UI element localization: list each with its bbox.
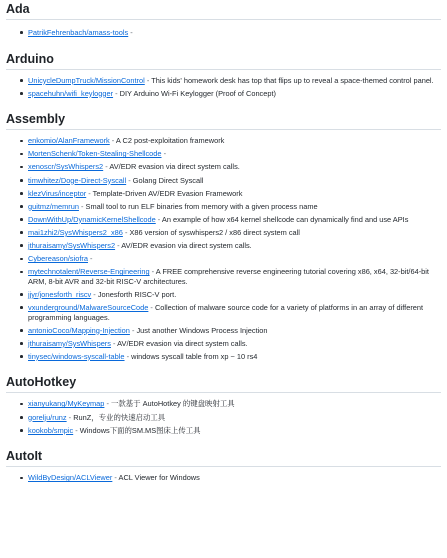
repo-description: ACL Viewer for Windows	[118, 473, 200, 483]
list-item	[28, 189, 441, 199]
repo-description: Windows下面的SM.MS图床上传工具	[79, 425, 201, 435]
repo-description: DIY Arduino Wi-Fi Keylogger (Proof of Concept)	[119, 88, 276, 98]
section-heading: Assembly	[6, 106, 441, 130]
separator: -	[129, 325, 137, 335]
repo-list	[6, 28, 441, 38]
section-autoit	[6, 443, 441, 483]
repo-link[interactable]: MortenSchenk/Token-Stealing-Shellcode	[28, 149, 162, 159]
list-item	[28, 149, 441, 159]
repo-link[interactable]: timwhitez/Doge-Direct-Syscall	[28, 175, 127, 185]
repo-link[interactable]: vxunderground/MalwareSourceCode	[28, 303, 149, 312]
separator: -	[113, 88, 120, 98]
separator: -	[103, 162, 110, 172]
section-heading: AutoHotkey	[6, 369, 441, 393]
repo-description: AV/EDR evasion via direct system calls.	[121, 241, 252, 251]
repo-description: X86 version of syswhispers2 / x86 direct system call	[129, 227, 300, 237]
repo-description: Template-Driven AV/EDR Evasion Framework	[92, 188, 243, 198]
list-item	[28, 215, 441, 225]
list-item	[28, 267, 441, 286]
separator: -	[86, 188, 93, 198]
repo-description: Collection of malware source code for a variety of platforms in an array of different programming languages.	[28, 303, 424, 322]
repo-list	[6, 76, 441, 99]
repo-description: AV/EDR evasion via direct system calls.	[117, 338, 248, 348]
list-item	[28, 176, 441, 186]
repo-link[interactable]: guitmz/memrun	[28, 201, 79, 211]
separator: -	[91, 289, 98, 299]
repo-link[interactable]: DownWithUp/DynamicKernelShellcode	[28, 214, 156, 224]
separator: -	[144, 75, 152, 85]
repo-link[interactable]: PatrikFehrenbach/amass-tools	[28, 28, 129, 37]
section-heading: Ada	[6, 0, 441, 20]
separator: -	[122, 227, 130, 237]
repo-description: Just another Windows Process Injection	[136, 325, 268, 335]
section-heading: Arduino	[6, 46, 441, 70]
list-item	[28, 413, 441, 423]
repo-link[interactable]: WildByDesign/ACLViewer	[28, 473, 113, 483]
repo-link[interactable]: spacehuhn/wifi_keylogger	[28, 88, 114, 98]
separator: -	[66, 412, 74, 422]
repo-list	[6, 399, 441, 435]
separator: -	[124, 351, 132, 361]
repo-description: RunZ，专业的快速启动工具	[73, 412, 166, 422]
separator: -	[109, 136, 116, 146]
list-item	[28, 473, 441, 483]
repo-link[interactable]: xenoscr/SysWhispers2	[28, 162, 104, 172]
separator: -	[126, 175, 133, 185]
section-autohotkey	[6, 369, 441, 435]
list-item	[28, 76, 441, 86]
repo-link[interactable]: tinysec/windows-syscall-table	[28, 351, 125, 361]
list-item	[28, 162, 441, 172]
list-item	[28, 241, 441, 251]
section-heading: AutoIt	[6, 443, 441, 467]
repo-link[interactable]: jjyr/jonesforth_riscv	[28, 289, 92, 299]
list-item	[28, 28, 441, 38]
repo-link[interactable]: jthuraisamy/SysWhispers	[28, 338, 111, 348]
section-arduino	[6, 46, 441, 99]
repo-description: 一款基于 AutoHotkey 的键盘映射工具	[111, 399, 235, 409]
separator: -	[115, 241, 122, 251]
repo-description: AV/EDR evasion via direct system calls.	[109, 162, 240, 172]
separator: -	[161, 149, 167, 159]
repo-description: A C2 post-exploitation framework	[115, 136, 225, 146]
repo-link[interactable]: antonioCoco/Mapping-Injection	[28, 325, 130, 335]
repo-description: Golang Direct Syscall	[132, 175, 204, 185]
repo-link[interactable]: enkomio/AlanFramework	[28, 136, 110, 146]
repo-description: This kids' homework desk has top that flips up to reveal a space-themed control panel.	[151, 75, 434, 85]
list-item	[28, 228, 441, 238]
separator: -	[112, 473, 119, 483]
repo-link[interactable]: gorelju/runz	[28, 412, 67, 422]
separator: -	[104, 399, 111, 409]
repo-link[interactable]: mytechnotalent/Reverse-Engineering	[28, 267, 150, 277]
list-item	[28, 326, 441, 336]
repo-link[interactable]: mai1zhi2/SysWhispers2_x86	[28, 227, 123, 237]
list-item	[28, 202, 441, 212]
repo-description: Jonesforth RISC-V port.	[97, 289, 177, 299]
list-item	[28, 89, 441, 99]
repo-list	[6, 473, 441, 483]
repo-description: windows syscall table from xp ~ 10 rs4	[131, 351, 258, 361]
section-assembly	[6, 106, 441, 361]
repo-description: A FREE comprehensive reverse engineering tutorial covering x86, x64, 32-bit/64-bit ARM, 8-bit AVR and 32-bit RISC-V architectures.	[28, 267, 429, 286]
repo-link[interactable]: xianyukang/MyKeymap	[28, 399, 105, 409]
separator: -	[73, 425, 80, 435]
list-item	[28, 254, 441, 264]
repo-link[interactable]: UnicycleDumpTruck/MissionControl	[28, 75, 145, 85]
repo-link[interactable]: kookob/smpic	[28, 425, 74, 435]
separator: -	[87, 254, 93, 264]
repo-list	[6, 136, 441, 361]
repo-description: An example of how x64 kernel shellcode can dynamically find and use APIs	[161, 214, 409, 224]
repo-link[interactable]: klezVirus/inceptor	[28, 188, 87, 198]
separator: -	[128, 28, 133, 37]
list-item	[28, 339, 441, 349]
list-item	[28, 290, 441, 300]
list-item	[28, 303, 441, 322]
separator: -	[149, 267, 156, 277]
repo-link[interactable]: Cybereason/siofra	[28, 254, 88, 264]
separator: -	[110, 338, 118, 348]
separator: -	[155, 214, 162, 224]
repo-link[interactable]: jthuraisamy/SysWhispers2	[28, 241, 116, 251]
list-item	[28, 136, 441, 146]
list-item	[28, 426, 441, 436]
list-item	[28, 399, 441, 409]
separator: -	[148, 303, 155, 312]
repo-description: Small tool to run ELF binaries from memory with a given process name	[85, 201, 318, 211]
separator: -	[78, 201, 86, 211]
list-item	[28, 352, 441, 362]
section-ada	[6, 0, 441, 38]
